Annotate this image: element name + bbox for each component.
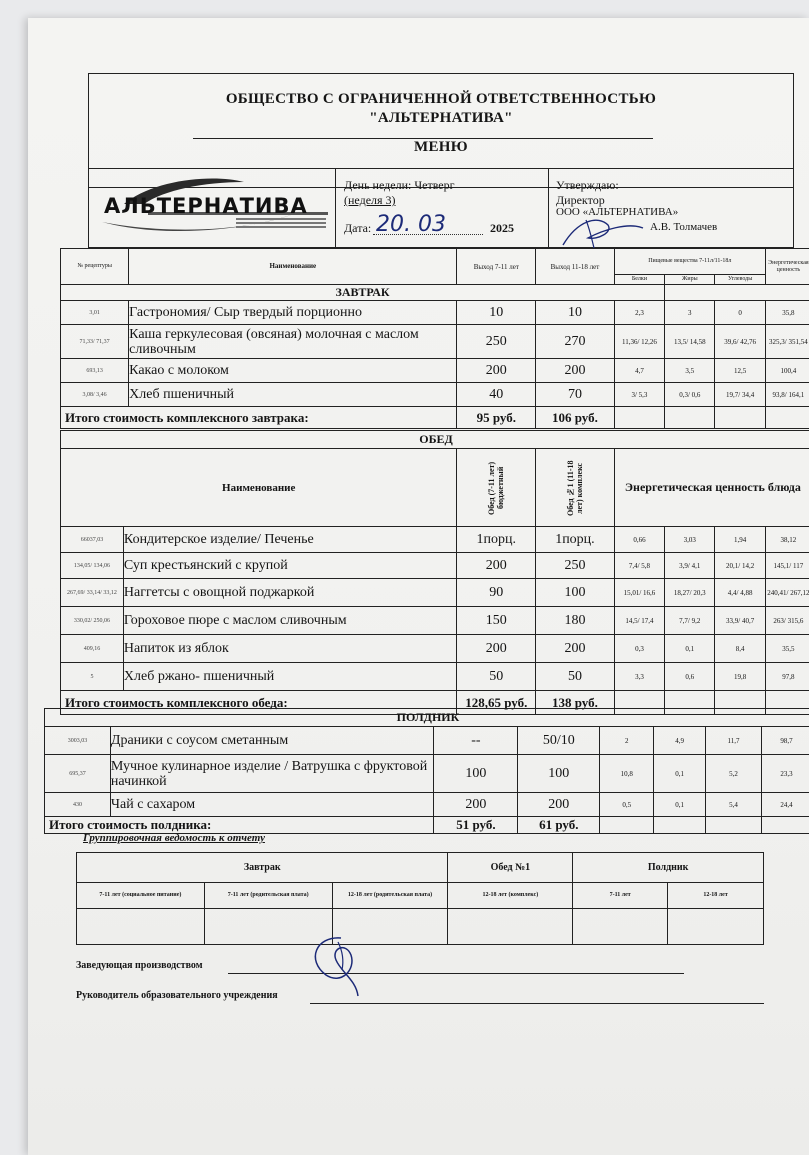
dish-name: Мучное кулинарное изделие / Ватрушка с фруктовой начинкой: [110, 755, 434, 793]
protein-value: 0,3: [614, 635, 664, 663]
protein-value: 2: [600, 727, 654, 755]
energy-value: 38,12: [765, 527, 809, 553]
head-school-line: [310, 1003, 764, 1004]
weekday-label: День недели: Четверг: [344, 178, 455, 192]
lunch-total-a: 128,65 руб.: [457, 691, 536, 715]
summary-title: Группировочная ведомость к отчету: [83, 832, 265, 844]
dish-name: Гастрономия/ Сыр твердый порционно: [129, 301, 457, 325]
dish-name: Гороховое пюре с маслом сливочным: [123, 607, 457, 635]
summary-col-5: 7-11 лет: [573, 883, 668, 909]
header-protein: Белки: [614, 275, 664, 285]
fat-value: 3,5: [665, 359, 715, 383]
fat-value: 3,9/ 4,1: [665, 553, 715, 579]
energy-value: 97,8: [765, 663, 809, 691]
lunch-col-a-cell: [457, 449, 536, 527]
fat-value: 18,27/ 20,3: [665, 579, 715, 607]
summary-empty-row: [77, 909, 764, 945]
header-out1: Выход 7-11 лет: [457, 249, 536, 285]
recipe-code: 3,01: [61, 301, 129, 325]
carbs-value: 12,5: [715, 359, 765, 383]
protein-value: 10,8: [600, 755, 654, 793]
portion-11-18: 100: [518, 755, 600, 793]
energy-value: 263/ 315,6: [765, 607, 809, 635]
carbs-value: 19,7/ 34,4: [715, 383, 765, 407]
portion-11-18: 200: [536, 635, 615, 663]
lunch-table: [60, 430, 809, 715]
snack-total-label: Итого стоимость полдника:: [45, 817, 434, 834]
lunch-total-b: 138 руб.: [536, 691, 615, 715]
info-divider-1: [335, 168, 336, 248]
protein-value: 7,4/ 5,8: [614, 553, 664, 579]
portion-7-11: 1порц.: [457, 527, 536, 553]
snack-table: [44, 708, 809, 834]
header-carbs: Углеводы: [715, 275, 765, 285]
protein-value: 14,5/ 17,4: [614, 607, 664, 635]
energy-value: 100,4: [765, 359, 809, 383]
portion-7-11: 50: [457, 663, 536, 691]
document-page: [28, 18, 809, 1155]
portion-11-18: 1порц.: [536, 527, 615, 553]
date-label: Дата:: [344, 221, 372, 235]
fat-value: 0,1: [654, 755, 706, 793]
carbs-value: 39,6/ 42,76: [715, 325, 765, 359]
summary-breakfast: Завтрак: [77, 853, 448, 883]
summary-col-1: 7-11 лет (социальное питание): [77, 883, 205, 909]
protein-value: 15,01/ 16,6: [614, 579, 664, 607]
energy-value: 145,1/ 117: [765, 553, 809, 579]
header-energy: Энергетическая ценность: [765, 249, 809, 285]
recipe-code: 409,16: [61, 635, 124, 663]
carbs-value: 5,2: [706, 755, 762, 793]
org-name-line2: "АЛЬТЕРНАТИВА": [369, 110, 513, 126]
protein-value: 11,36/ 12,26: [614, 325, 664, 359]
protein-value: 3,3: [614, 663, 664, 691]
carbs-value: 11,7: [706, 727, 762, 755]
recipe-code: 267,69/ 33,14/ 33,12: [61, 579, 124, 607]
energy-value: 23,3: [762, 755, 809, 793]
carbs-value: 1,94: [715, 527, 765, 553]
energy-value: 98,7: [762, 727, 809, 755]
table-row: [61, 301, 809, 325]
table-row: [61, 579, 809, 607]
portion-11-18: 10: [536, 301, 615, 325]
dish-name: Чай с сахаром: [110, 793, 434, 817]
dish-name: Кондитерское изделие/ Печенье: [123, 527, 457, 553]
portion-11-18: 270: [536, 325, 615, 359]
recipe-code: 693,13: [61, 359, 129, 383]
portion-7-11: 200: [434, 793, 518, 817]
protein-value: 0,5: [600, 793, 654, 817]
org-name-line1: ОБЩЕСТВО С ОГРАНИЧЕННОЙ ОТВЕТСТВЕННОСТЬЮ: [225, 91, 657, 107]
lunch-col-b-cell: [536, 449, 615, 527]
lunch-col-name: Наименование: [61, 449, 457, 527]
summary-col-2: 7-11 лет (родительская плата): [204, 883, 332, 909]
year-label: 2025: [490, 221, 514, 235]
portion-11-18: 100: [536, 579, 615, 607]
dish-name: Хлеб ржано- пшеничный: [123, 663, 457, 691]
recipe-code: 66037,03: [61, 527, 124, 553]
lunch-total-label: Итого стоимость комплексного обеда:: [61, 691, 457, 715]
portion-11-18: 70: [536, 383, 615, 407]
protein-value: 0,66: [614, 527, 664, 553]
lunch-title: ОБЕД: [61, 431, 809, 449]
fat-value: 0,6: [665, 663, 715, 691]
company-logo: [94, 174, 330, 240]
fat-value: 4,9: [654, 727, 706, 755]
portion-7-11: 200: [457, 635, 536, 663]
header-out2: Выход 11-18 лет: [536, 249, 615, 285]
portion-11-18: 50: [536, 663, 615, 691]
table-row: [61, 607, 809, 635]
lunch-col-energy: Энергетическая ценность блюда: [614, 449, 809, 527]
carbs-value: 33,9/ 40,7: [715, 607, 765, 635]
dish-name: Какао с молоком: [129, 359, 457, 383]
table-row: [45, 727, 809, 755]
header-recipe: № рецептуры: [61, 249, 129, 285]
summary-col-3: 12-18 лет (родительская плата): [332, 883, 448, 909]
head-school-label: Руководитель образовательного учреждения: [76, 990, 278, 1001]
approve-label: Утверждаю:: [556, 178, 619, 192]
summary-lunch: Обед №1: [448, 853, 573, 883]
table-row: [61, 325, 809, 359]
fat-value: 0,1: [665, 635, 715, 663]
snack-total-b: 61 руб.: [518, 817, 600, 834]
portion-7-11: 250: [457, 325, 536, 359]
fat-value: 0,1: [654, 793, 706, 817]
energy-value: 35,5: [765, 635, 809, 663]
recipe-code: 430: [45, 793, 111, 817]
energy-value: 93,8/ 164,1: [765, 383, 809, 407]
fat-value: 0,3/ 0,6: [665, 383, 715, 407]
recipe-code: 695,37: [45, 755, 111, 793]
dish-name: Наггетсы с овощной поджаркой: [123, 579, 457, 607]
date-value: 20. 03: [376, 212, 446, 237]
recipe-code: 5: [61, 663, 124, 691]
recipe-code: 3,08/ 3,46: [61, 383, 129, 407]
carbs-value: 19,8: [715, 663, 765, 691]
carbs-value: 4,4/ 4,88: [715, 579, 765, 607]
head-production-label: Заведующая производством: [76, 960, 203, 971]
dish-name: Драники с соусом сметанным: [110, 727, 434, 755]
info-divider-2: [548, 168, 549, 248]
director-signature-icon: [558, 210, 648, 250]
carbs-value: 5,4: [706, 793, 762, 817]
header-nutrients: Пищевые вещества 7-11л/11-18л: [614, 249, 765, 275]
header-name: Наименование: [129, 249, 457, 285]
protein-value: 3/ 5,3: [614, 383, 664, 407]
production-signature-icon: [296, 930, 386, 1000]
energy-value: 325,3/ 351,54: [765, 325, 809, 359]
portion-7-11: 40: [457, 383, 536, 407]
recipe-code: 134,05/ 134,06: [61, 553, 124, 579]
portion-7-11: --: [434, 727, 518, 755]
table-row: [61, 663, 809, 691]
fat-value: 3,03: [665, 527, 715, 553]
table-row: [61, 383, 809, 407]
breakfast-total-b: 106 руб.: [536, 407, 615, 429]
protein-value: 2,3: [614, 301, 664, 325]
breakfast-total-a: 95 руб.: [457, 407, 536, 429]
portion-7-11: 200: [457, 553, 536, 579]
breakfast-table: [60, 248, 809, 429]
portion-11-18: 180: [536, 607, 615, 635]
portion-7-11: 90: [457, 579, 536, 607]
summary-col-6: 12-18 лет: [668, 883, 764, 909]
dish-name: Хлеб пшеничный: [129, 383, 457, 407]
date-line: [373, 234, 483, 235]
lunch-col-a: Обед (7-11 лет) бюджетный: [487, 460, 506, 515]
summary-snack: Полдник: [573, 853, 764, 883]
portion-7-11: 200: [457, 359, 536, 383]
week-label: (неделя 3): [344, 193, 396, 207]
recipe-code: 71,33/ 71,37: [61, 325, 129, 359]
lunch-col-b: Обед №1 (11-18 лет) комплекс: [565, 459, 584, 516]
snack-title: ПОЛДНИК: [45, 709, 809, 727]
carbs-value: 0: [715, 301, 765, 325]
portion-7-11: 150: [457, 607, 536, 635]
breakfast-title: ЗАВТРАК: [61, 285, 665, 301]
energy-value: 240,41/ 267,12: [765, 579, 809, 607]
dish-name: Напиток из яблок: [123, 635, 457, 663]
portion-7-11: 10: [457, 301, 536, 325]
table-row: [61, 553, 809, 579]
protein-value: 4,7: [614, 359, 664, 383]
portion-11-18: 250: [536, 553, 615, 579]
summary-table: [76, 852, 764, 945]
energy-value: 24,4: [762, 793, 809, 817]
carbs-value: 8,4: [715, 635, 765, 663]
carbs-value: 20,1/ 14,2: [715, 553, 765, 579]
approve-position: Директор: [556, 193, 605, 207]
recipe-code: 3003,03: [45, 727, 111, 755]
recipe-code: 330,02/ 250,06: [61, 607, 124, 635]
fat-value: 13,5/ 14,58: [665, 325, 715, 359]
approve-name: А.В. Толмачев: [650, 221, 718, 233]
logo-text: АЛЬТЕРНАТИВА: [104, 194, 308, 218]
summary-col-4: 12-18 лет (комплекс): [448, 883, 573, 909]
breakfast-total-label: Итого стоимость комплексного завтрака:: [61, 407, 457, 429]
menu-title: МЕНЮ: [414, 139, 468, 155]
dish-name: Каша геркулесовая (овсяная) молочная с маслом сливочным: [129, 325, 457, 359]
portion-7-11: 100: [434, 755, 518, 793]
table-row: [45, 793, 809, 817]
portion-11-18: 50/10: [518, 727, 600, 755]
table-row: [61, 527, 809, 553]
fat-value: 3: [665, 301, 715, 325]
header-fat: Жиры: [665, 275, 715, 285]
dish-name: Суп крестьянский с крупой: [123, 553, 457, 579]
approve-company: ООО «АЛЬТЕРНАТИВА»: [556, 206, 679, 218]
snack-total-a: 51 руб.: [434, 817, 518, 834]
table-row: [45, 755, 809, 793]
table-row: [61, 635, 809, 663]
portion-11-18: 200: [518, 793, 600, 817]
portion-11-18: 200: [536, 359, 615, 383]
energy-value: 35,8: [765, 301, 809, 325]
table-row: [61, 359, 809, 383]
fat-value: 7,7/ 9,2: [665, 607, 715, 635]
